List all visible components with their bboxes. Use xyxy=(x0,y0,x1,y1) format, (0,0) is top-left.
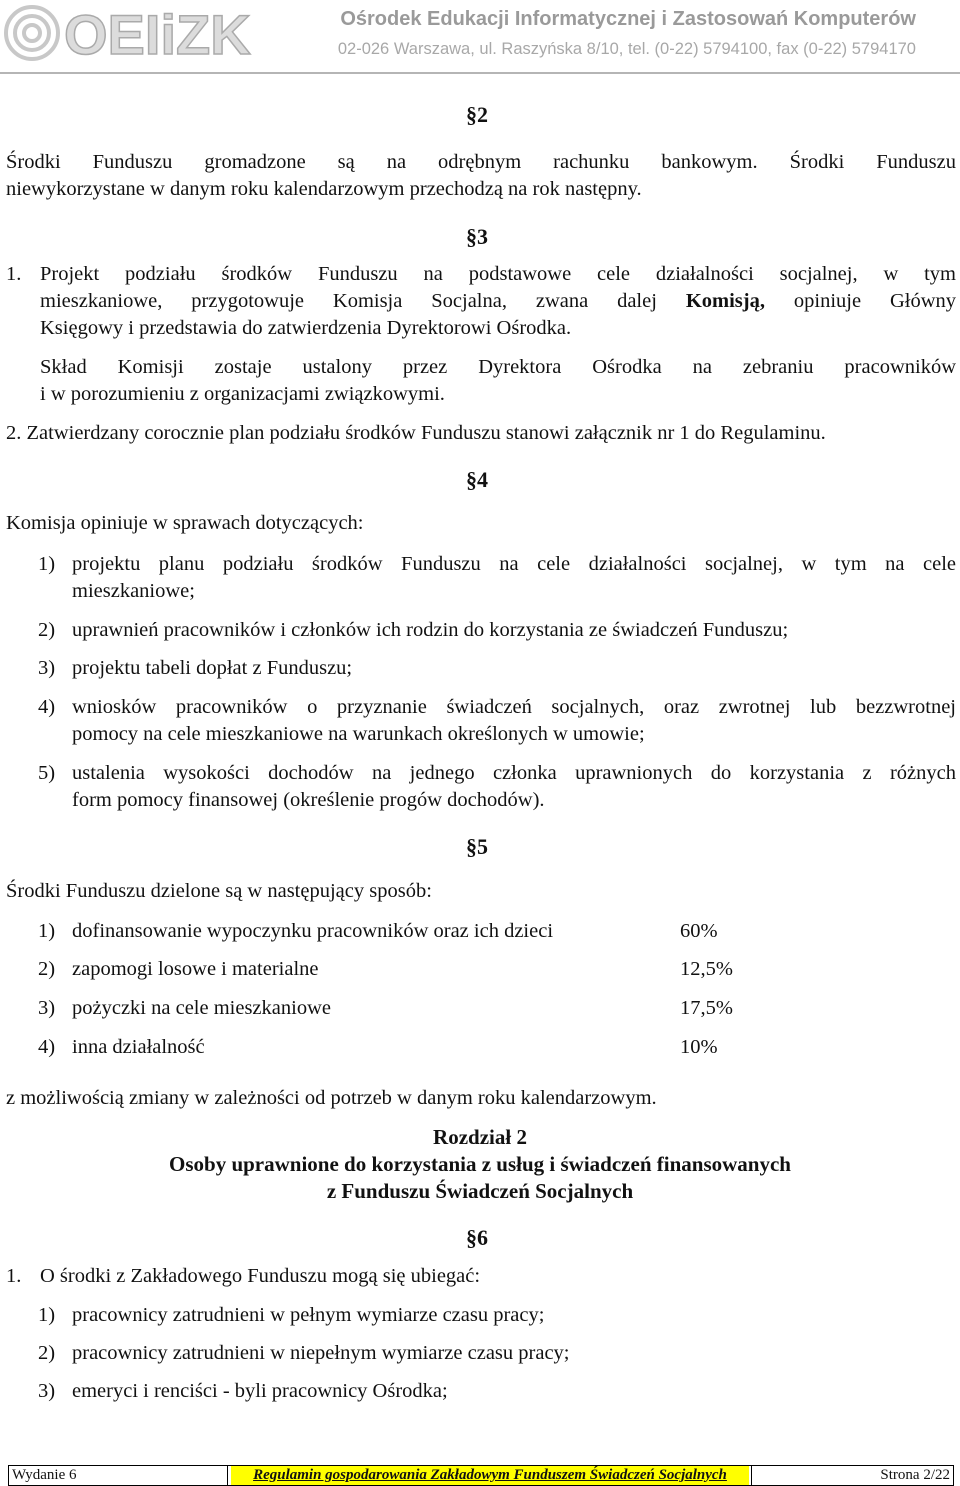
allocation-label: inna działalność xyxy=(72,1036,205,1058)
footer-edition: Wydanie 6 xyxy=(12,1467,77,1483)
allocation-value: 12,5% xyxy=(680,958,733,980)
eligible-item-number: 1) xyxy=(38,1304,56,1326)
list-item-number: 1) xyxy=(38,553,56,575)
list-item-number: 3) xyxy=(38,657,56,679)
allocation-label: pożyczki na cele mieszkaniowe xyxy=(72,997,331,1019)
chapter-subtitle-line-1: Osoby uprawnione do korzystania z usług i świadczeń finansowanych xyxy=(169,1152,791,1176)
section-5-intro: Środki Funduszu dzielone są w następujący sposób: xyxy=(6,880,432,902)
section-2-heading: §2 xyxy=(466,102,488,127)
footer-divider xyxy=(751,1466,752,1485)
allocation-label: zapomogi losowe i materialne xyxy=(72,958,319,980)
section-6-heading: §6 xyxy=(466,1225,488,1250)
list-item-text: uprawnień pracowników i członków ich rodzin do korzystania ze świadczeń Funduszu; xyxy=(72,619,789,641)
allocation-number: 4) xyxy=(38,1036,56,1058)
allocation-value: 10% xyxy=(680,1036,718,1058)
list-item-text: projektu tabeli dopłat z Funduszu; xyxy=(72,657,353,679)
section-6-intro-number: 1. xyxy=(6,1265,22,1287)
bold-term-komisja: Komisją, xyxy=(685,290,765,312)
eligible-item-number: 3) xyxy=(38,1380,56,1402)
chapter-title: Rozdział 2 xyxy=(433,1125,527,1149)
allocation-number: 1) xyxy=(38,920,56,942)
section-2-line-2: niewykorzystane w danym roku kalendarzowym przechodzą na rok następny. xyxy=(6,178,642,200)
section-6-intro: O środki z Zakładowego Funduszu mogą się ubiegać: xyxy=(40,1265,481,1287)
list-item-text: ustalenia wysokości dochodów na jednego członka uprawnionych do korzystania z różnych xyxy=(72,762,956,784)
section-3-p1-line-2: mieszkaniowe, przygotowuje Komisja Socjalna, zwana dalej Komisją, opiniuje Główny xyxy=(40,290,957,312)
section-5-heading: §5 xyxy=(466,834,488,859)
allocation-value: 60% xyxy=(680,920,718,942)
list-item-number: 5) xyxy=(38,762,56,784)
logo-text: OEIiZK xyxy=(64,3,251,64)
footer-document-title: Regulamin gospodarowania Zakładowym Funduszem Świadczeń Socjalnych xyxy=(231,1466,749,1485)
allocation-label: dofinansowanie wypoczynku pracowników oraz ich dzieci xyxy=(72,920,554,942)
list-item-text: projektu planu podziału środków Funduszu na cele działalności socjalnej, w tym na cele xyxy=(72,553,956,575)
eligible-item-text: pracownicy zatrudnieni w pełnym wymiarze czasu pracy; xyxy=(72,1304,545,1326)
list-item-text-cont: mieszkaniowe; xyxy=(72,580,195,602)
eligible-item-number: 2) xyxy=(38,1342,56,1364)
allocation-number: 2) xyxy=(38,958,56,980)
chapter-subtitle-line-2: z Funduszu Świadczeń Socjalnych xyxy=(326,1179,634,1203)
section-3-item-number: 1. xyxy=(6,263,22,285)
section-4-intro: Komisja opiniuje w sprawach dotyczących: xyxy=(6,512,364,534)
section-2-line-1: Środki Funduszu gromadzone są na odrębnym rachunku bankowym. Środki Funduszu xyxy=(6,151,956,173)
list-item-number: 2) xyxy=(38,619,56,641)
eligible-item-text: pracownicy zatrudnieni w niepełnym wymiarze czasu pracy; xyxy=(72,1342,570,1364)
section-4-heading: §4 xyxy=(466,467,488,492)
allocation-value: 17,5% xyxy=(680,997,733,1019)
section-3-p1-line-3: Księgowy i przedstawia do zatwierdzenia Dyrektorowi Ośrodka. xyxy=(40,317,572,339)
list-item-text-cont: pomocy na cele mieszkaniowe na warunkach określonych w umowie; xyxy=(72,723,645,745)
section-3-p2-line-2: i w porozumieniu z organizacjami związkowymi. xyxy=(40,383,445,405)
footer-divider xyxy=(227,1466,228,1485)
section-3-p2-line-1: Skład Komisji zostaje ustalony przez Dyrektora Ośrodka na zebraniu pracowników xyxy=(40,356,956,378)
section-3-heading: §3 xyxy=(466,224,488,249)
section-3-p3: 2. Zatwierdzany corocznie plan podziału środków Funduszu stanowi załącznik nr 1 do Regulaminu. xyxy=(6,422,826,444)
allocation-number: 3) xyxy=(38,997,56,1019)
footer-page-number: Strona 2/22 xyxy=(880,1467,950,1483)
list-item-number: 4) xyxy=(38,696,56,718)
organization-name: Ośrodek Edukacji Informatycznej i Zastosowań Komputerów xyxy=(340,8,916,30)
list-item-text-cont: form pomocy finansowej (określenie progów dochodów). xyxy=(72,789,545,811)
oeiizk-logo xyxy=(2,2,254,64)
section-5-outro: z możliwością zmiany w zależności od potrzeb w danym roku kalendarzowym. xyxy=(6,1087,657,1109)
organization-address: 02-026 Warszawa, ul. Raszyńska 8/10, tel. (0-22) 5794100, fax (0-22) 5794170 xyxy=(337,40,916,58)
page-footer xyxy=(8,1465,954,1486)
header-divider xyxy=(0,72,960,74)
list-item-text: wniosków pracowników o przyznanie świadczeń socjalnych, oraz zwrotnej lub bezzwrotnej xyxy=(72,696,956,718)
section-3-p1-line-1: Projekt podziału środków Funduszu na podstawowe cele działalności socjalnej, w tym xyxy=(40,263,956,285)
page-header xyxy=(0,0,960,70)
eligible-item-text: emeryci i renciści - byli pracownicy Ośrodka; xyxy=(72,1380,448,1402)
